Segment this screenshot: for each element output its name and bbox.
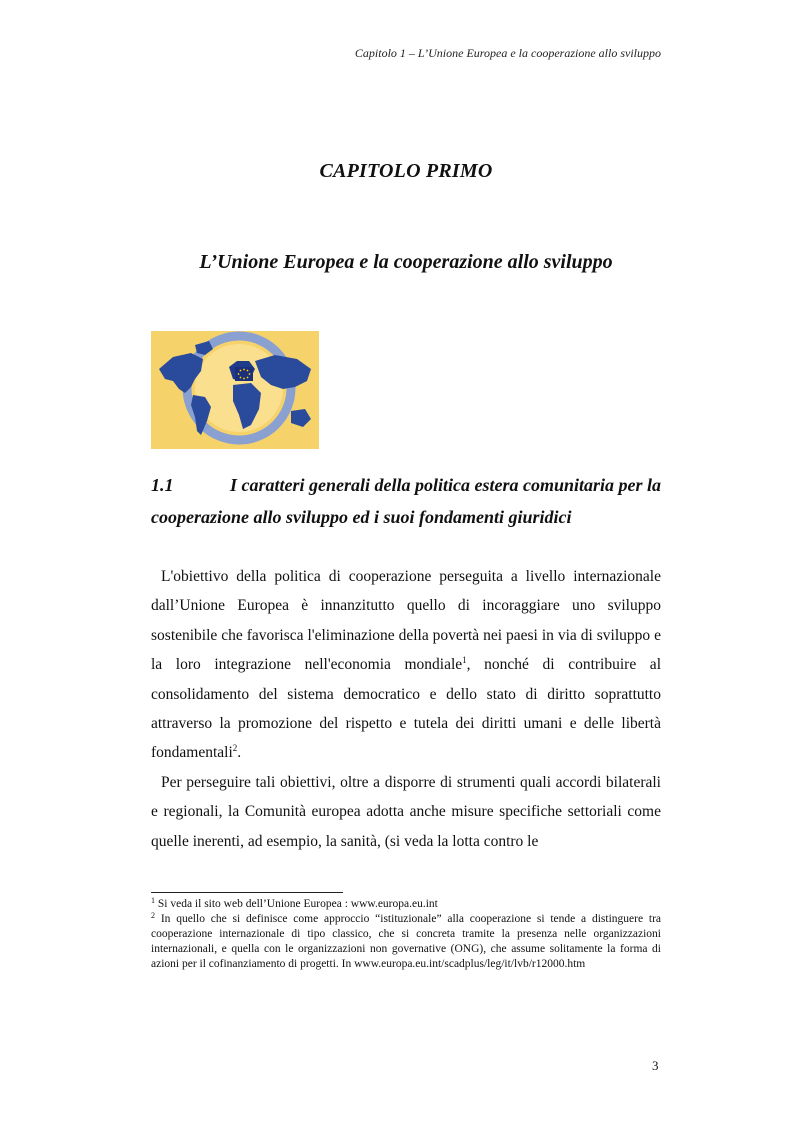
footnote xyxy=(151,897,661,912)
chapter-subtitle: L’Unione Europea e la cooperazione allo sviluppo xyxy=(199,251,613,273)
paragraph-text: , nonché di contribuire al consolidamento del sistema democratico e dello stato di diritto soprattutto attraverso la promozione del rispetto e tutela dei diritti umani e delle libertà fondamentali xyxy=(151,656,661,762)
section-heading xyxy=(151,469,661,533)
page-number: 3 xyxy=(652,1058,659,1073)
footnote xyxy=(151,912,661,972)
footnote-number: 2 xyxy=(151,911,155,920)
paragraph-text: . xyxy=(237,744,242,762)
paragraph-text: L'obiettivo della politica di cooperazione perseguita a livello internazionale dall’Unione Europea è innanzitutto quello di incoraggiare uno sviluppo sostenibile che favorisca l'eliminazione della povertà nei paesi in via di sviluppo e la loro integrazione nell'economia mondiale xyxy=(151,568,661,674)
section-title-line2: cooperazione allo sviluppo ed i suoi fondamenti giuridici xyxy=(151,507,572,527)
running-header: Capitolo 1 – L’Unione Europea e la cooperazione allo sviluppo xyxy=(354,46,661,60)
footnote-number: 1 xyxy=(151,896,155,905)
footnotes xyxy=(151,897,661,972)
section-title-line1: I caratteri generali della politica estera comunitaria per la xyxy=(230,475,661,495)
paragraph: Per perseguire tali obiettivi, oltre a disporre di strumenti quali accordi bilaterali e regionali, la Comunità europea adotta anche misure specifiche settoriali come quelle inerenti, ad esempio, la sanità, (si veda la lotta contro le xyxy=(151,773,661,850)
footnote-text: Si veda il sito web dell’Unione Europea : www.europa.eu.int xyxy=(157,898,438,910)
footnote-ref: 1 xyxy=(462,655,467,666)
paragraph xyxy=(151,562,661,768)
eu-world-map-icon xyxy=(151,331,319,449)
footnote-ref: 2 xyxy=(232,743,238,754)
chapter-title: CAPITOLO PRIMO xyxy=(319,160,493,182)
footnote-text: In quello che si definisce come approccio “istituzionale” alla cooperazione si tende a distinguere tra cooperazione internazionale di tipo classico, che si concreta tramite la presenza nelle organizzazioni internazionali, e quella con le organizzazioni non governative (ONG), che assume solitamente la forma di azioni per il cofinanziamento di progetti. In www.europa.eu.int/scadplus/leg/it/lvb/r12000.htm xyxy=(151,913,662,970)
footnote-separator xyxy=(151,892,343,893)
section-number: 1.1 xyxy=(151,475,174,495)
body-text xyxy=(151,562,661,856)
